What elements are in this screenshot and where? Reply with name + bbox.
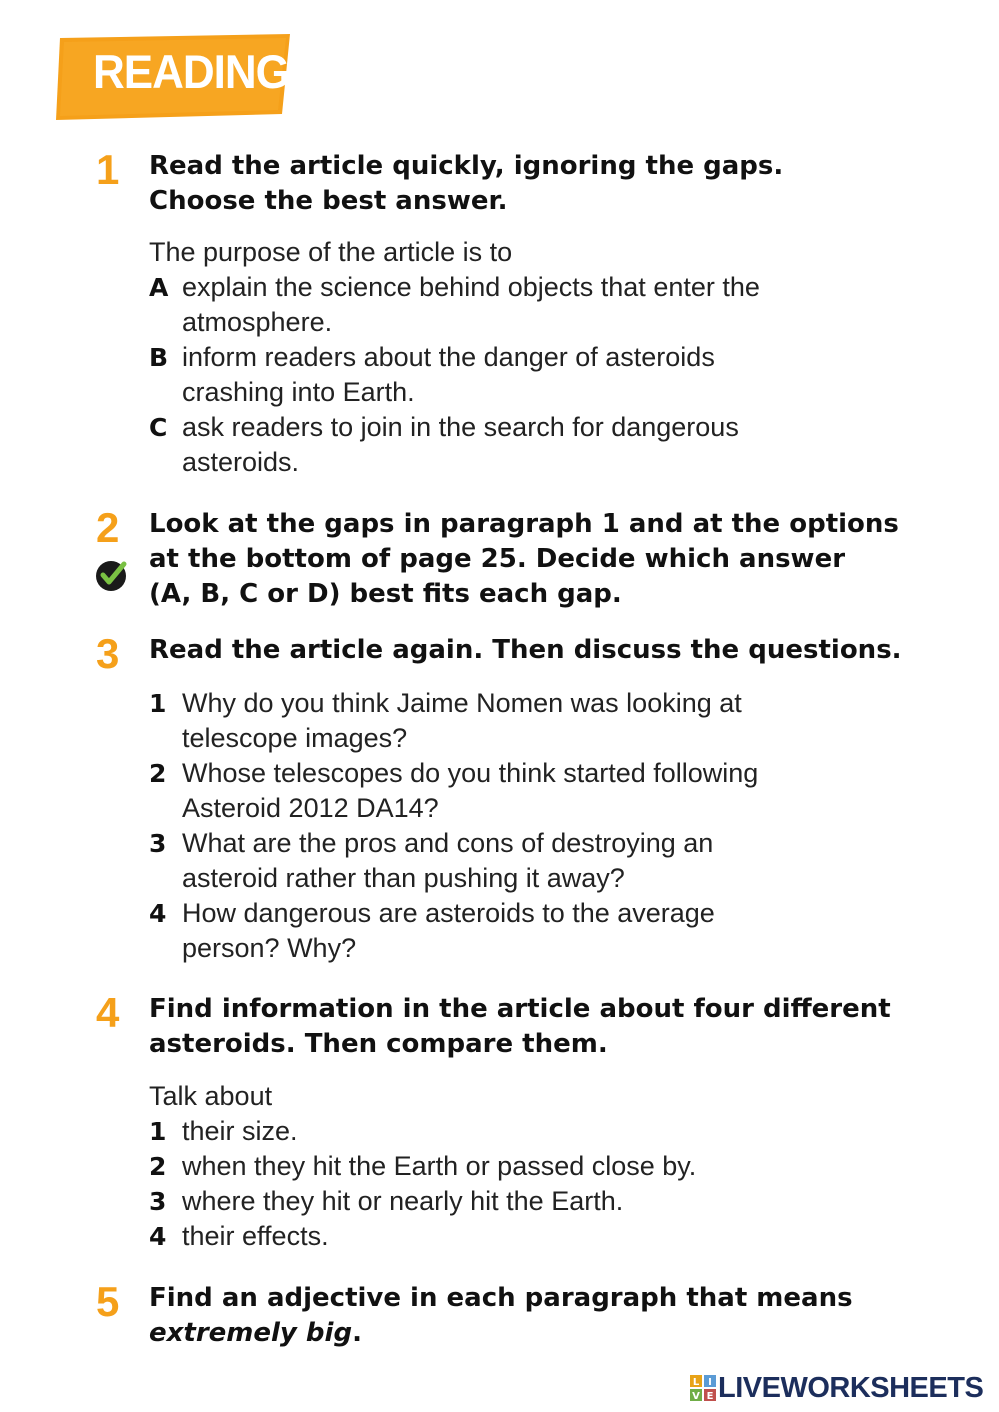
question-number: 3 — [149, 829, 167, 858]
question-text: How dangerous are asteroids to the average — [182, 898, 715, 928]
item-text: where they hit or nearly hit the Earth. — [182, 1186, 624, 1216]
task-number: 4 — [96, 989, 120, 1036]
footer-brand: LIVEWORKSHEETS — [718, 1371, 984, 1404]
option-text: ask readers to join in the search for dangerous — [182, 412, 739, 442]
task-number: 5 — [96, 1278, 120, 1325]
reading-banner — [56, 34, 292, 120]
question-text: Asteroid 2012 DA14? — [182, 793, 439, 823]
option-text: asteroids. — [182, 447, 300, 477]
question-number: 2 — [149, 759, 167, 788]
task-instruction: Read the article again. Then discuss the questions. — [149, 635, 902, 665]
option-text: explain the science behind objects that enter the — [182, 272, 760, 302]
task-instruction: asteroids. Then compare them. — [149, 1029, 608, 1059]
task-instruction — [149, 1316, 362, 1351]
option-letter: B — [149, 343, 169, 372]
logo-letter: E — [706, 1391, 714, 1401]
option-text: crashing into Earth. — [182, 377, 415, 407]
question-number: 4 — [149, 899, 167, 928]
item-text: their size. — [182, 1116, 298, 1146]
task-number: 1 — [96, 146, 120, 193]
item-text: their effects. — [182, 1221, 329, 1251]
option-text: atmosphere. — [182, 307, 333, 337]
task-instruction: at the bottom of page 25. Decide which answer — [149, 544, 846, 574]
item-text: when they hit the Earth or passed close by. — [182, 1151, 697, 1181]
option-text: inform readers about the danger of asteroids — [182, 342, 715, 372]
task-intro: The purpose of the article is to — [149, 237, 513, 267]
check-icon — [93, 556, 131, 594]
question-text: asteroid rather than pushing it away? — [182, 863, 625, 893]
task-instruction: Read the article quickly, ignoring the gaps. — [149, 151, 784, 181]
item-number: 4 — [149, 1222, 167, 1251]
option-letter: A — [149, 273, 169, 302]
question-text: telescope images? — [182, 723, 408, 753]
option-letter: C — [149, 413, 168, 442]
banner-title: READING — [93, 46, 289, 99]
question-text: person? Why? — [182, 933, 357, 963]
logo-grid-icon — [690, 1375, 716, 1401]
item-number: 2 — [149, 1152, 167, 1181]
task-instruction: (A, B, C or D) best fits each gap. — [149, 579, 622, 609]
task-instruction: Find an adjective in each paragraph that means — [149, 1283, 853, 1313]
task-instruction: Look at the gaps in paragraph 1 and at the options — [149, 509, 899, 539]
question-text: Why do you think Jaime Nomen was looking at — [182, 688, 742, 718]
task-number: 2 — [96, 504, 120, 551]
item-number: 3 — [149, 1187, 167, 1216]
task-intro: Talk about — [149, 1081, 273, 1111]
task-number: 3 — [96, 630, 120, 677]
logo-letter: V — [692, 1391, 700, 1401]
period: . — [352, 1318, 362, 1348]
liveworksheets-logo[interactable] — [690, 1372, 983, 1404]
item-number: 1 — [149, 1117, 167, 1146]
logo-letter: L — [692, 1377, 700, 1388]
task-instruction: Find information in the article about four different — [149, 994, 891, 1024]
logo-letter: I — [708, 1377, 712, 1388]
italic-phrase: extremely big — [149, 1318, 353, 1348]
task-instruction: Choose the best answer. — [149, 186, 508, 216]
question-number: 1 — [149, 689, 167, 718]
question-text: Whose telescopes do you think started following — [182, 758, 759, 788]
question-text: What are the pros and cons of destroying an — [182, 828, 714, 858]
